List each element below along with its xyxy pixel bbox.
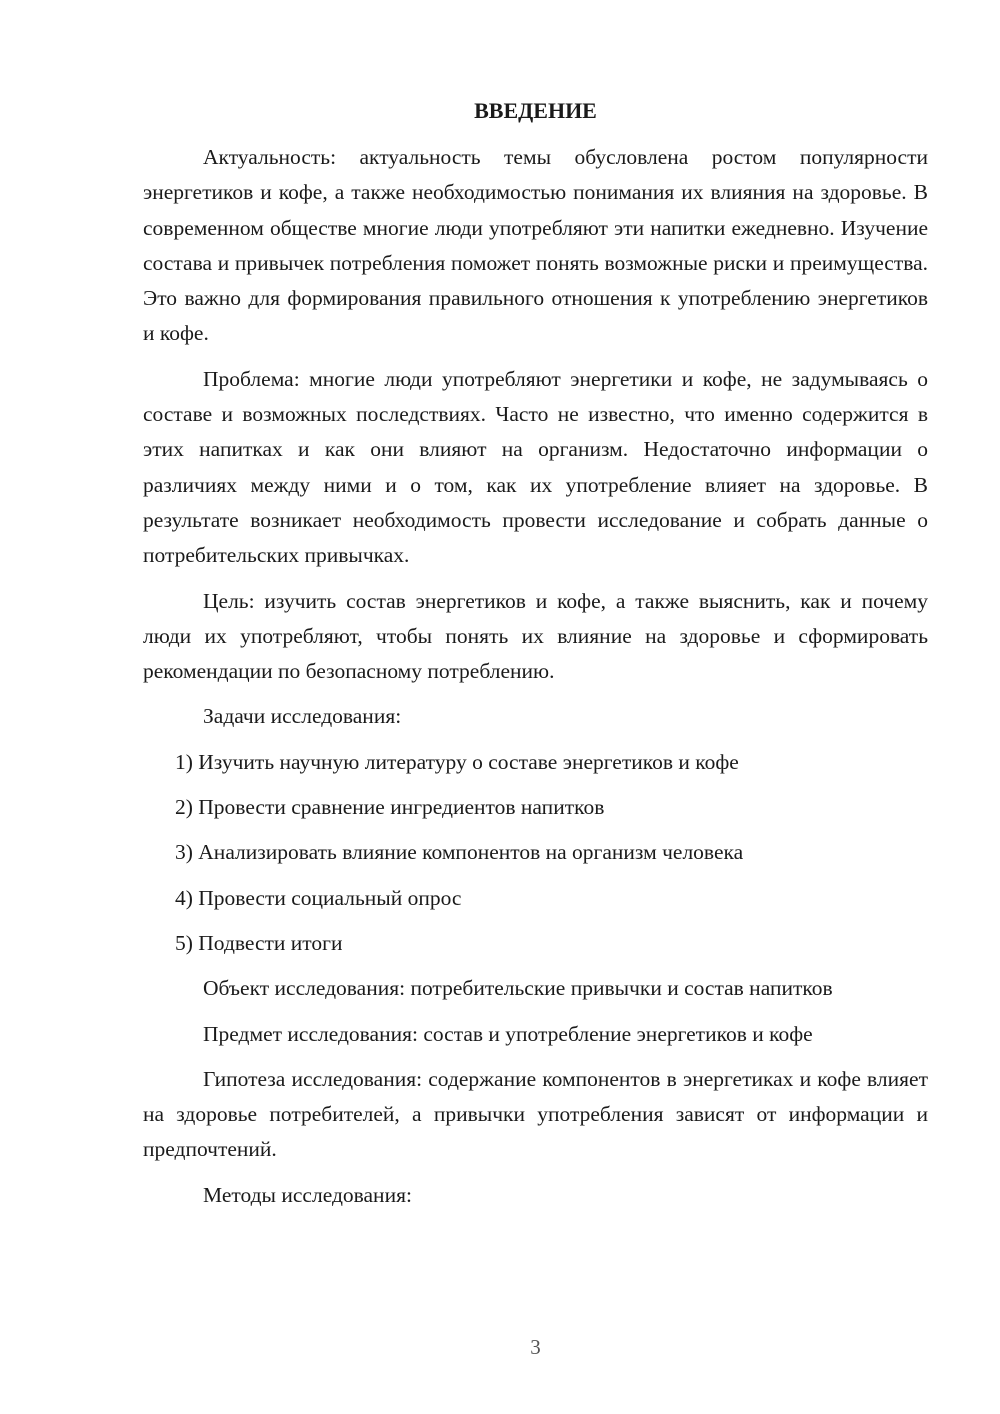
paragraph-problem: Проблема: многие люди употребляют энергетики и кофе, не задумываясь о составе и возможных последствиях. Часто не известно, что именно содержится в этих напитках и как они влияют на организм. Недостаточно информации о различиях между ними и о том, как их употребление влияет на здоровье. В результате возникает необходимость провести исследование и собрать данные о потребительских привычках. xyxy=(143,366,928,568)
document-body xyxy=(143,140,928,1223)
paragraph-object: Объект исследования: потребительские привычки и состав напитков xyxy=(203,976,833,1001)
paragraph-subject: Предмет исследования: состав и употребление энергетиков и кофе xyxy=(203,1021,813,1046)
paragraph-hypothesis: Гипотеза исследования: содержание компонентов в энергетиках и кофе влияет на здоровье потребителей, а привычки употребления зависят от информации и предпочтений. xyxy=(143,1066,928,1162)
methods-heading: Методы исследования: xyxy=(203,1182,412,1207)
paragraph-relevance: Актуальность: актуальность темы обусловлена ростом популярности энергетиков и кофе, а также необходимостью понимания их влияния на здоровье. В современном обществе многие люди употребляют эти напитки ежедневно. Изучение состава и привычек потребления поможет понять возможные риски и преимущества. Это важно для формирования правильного отношения к употреблению энергетиков и кофе. xyxy=(143,145,928,346)
document-page xyxy=(143,0,928,1414)
list-item: 4) Провести социальный опрос xyxy=(175,885,462,910)
tasks-list xyxy=(143,745,928,961)
list-item: 2) Провести сравнение ингредиентов напитков xyxy=(175,795,605,820)
page-number: 3 xyxy=(530,1335,541,1359)
page-title: ВВЕДЕНИЕ xyxy=(474,98,597,123)
list-item: 1) Изучить научную литературу о составе энергетиков и кофе xyxy=(175,749,739,774)
tasks-heading: Задачи исследования: xyxy=(203,704,402,729)
paragraph-goal: Цель: изучить состав энергетиков и кофе, а также выяснить, как и почему люди их употребляют, чтобы понять их влияние на здоровье и сформировать рекомендации по безопасному потреблению. xyxy=(143,588,928,684)
list-item: 3) Анализировать влияние компонентов на организм человека xyxy=(175,840,744,865)
list-item: 5) Подвести итоги xyxy=(175,930,343,955)
